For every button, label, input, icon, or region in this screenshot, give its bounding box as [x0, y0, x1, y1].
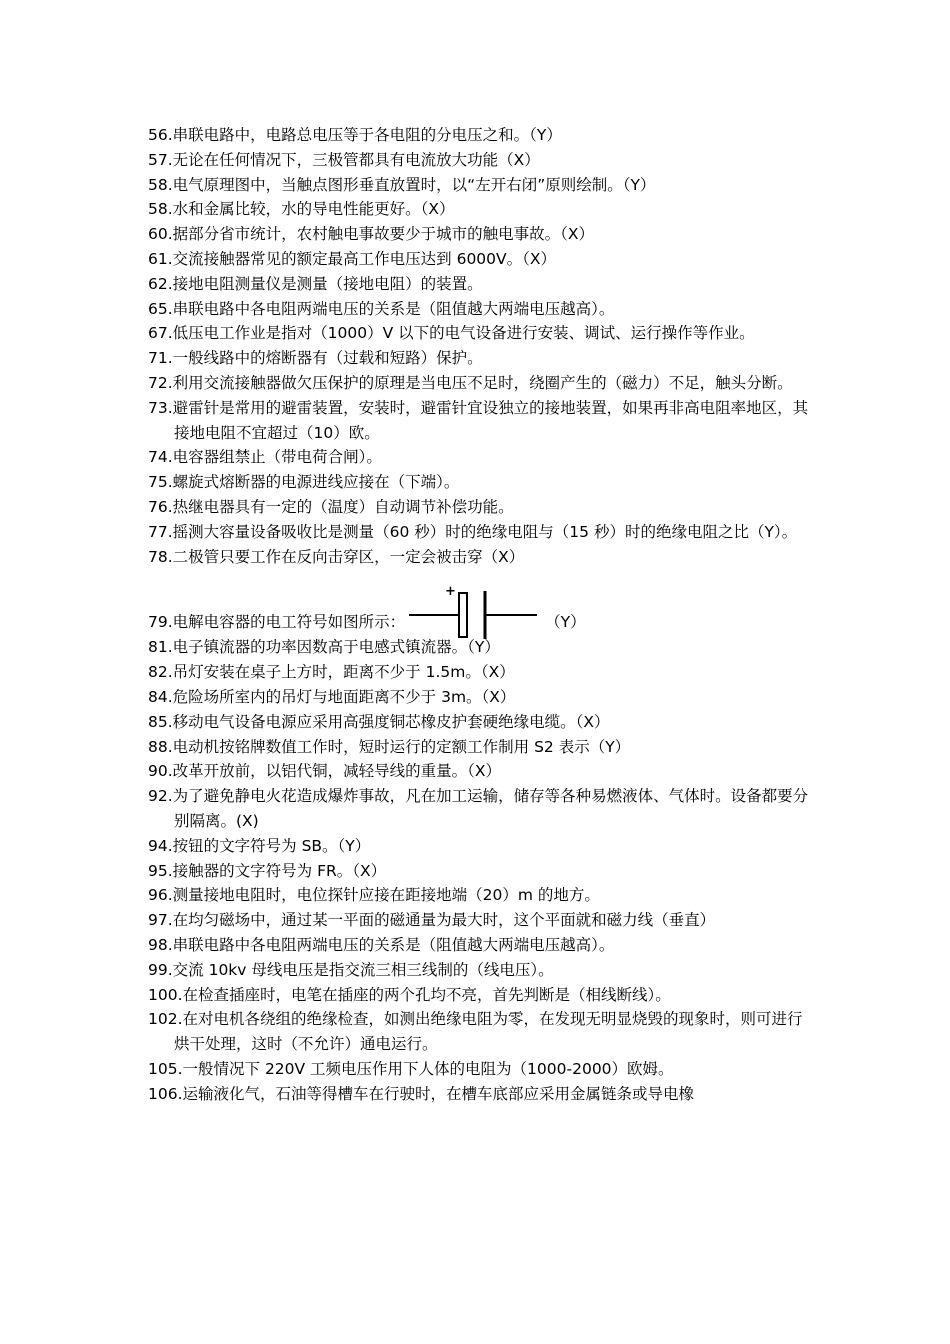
- question-text: 二极管只要工作在反向击穿区，一定会被击穿（X）: [172, 547, 525, 566]
- question-number: 58.: [148, 175, 173, 194]
- question-text: 接触器的文字符号为 FR。（X）: [172, 861, 387, 880]
- question-number: 77.: [148, 522, 173, 541]
- question-text: 测量接地电阻时，电位探针应接在距接地端（20）m 的地方。: [172, 886, 600, 905]
- question-number: 90.: [148, 762, 173, 781]
- question-text: 电气原理图中，当触点图形垂直放置时，以“左开右闭”原则绘制。（Y）: [172, 175, 656, 194]
- question-text: 一般线路中的熔断器有（过载和短路）保护。: [172, 349, 483, 368]
- list-item: [148, 520, 818, 545]
- list-item: [148, 247, 818, 272]
- list-item: [148, 834, 818, 859]
- question-text: 利用交流接触器做欠压保护的原理是当电压不足时，绕圈产生的（磁力）不足，触头分断。: [172, 373, 793, 392]
- list-item: [148, 1057, 818, 1082]
- question-number: 60.: [148, 225, 173, 244]
- question-text: 移动电气设备电源应采用高强度铜芯橡皮护套硬绝缘电缆。（X）: [172, 712, 610, 731]
- question-number: 67.: [148, 324, 173, 343]
- question-text: 交流接触器常见的额定最高工作电压达到 6000V。（X）: [172, 249, 557, 268]
- list-item: [148, 197, 818, 222]
- question-number: 100.: [148, 985, 183, 1004]
- list-item: [148, 272, 818, 297]
- list-item: [148, 908, 818, 933]
- question-text: 接地电阻测量仪是测量（接地电阻）的装置。: [172, 274, 483, 293]
- list-item: [148, 685, 818, 710]
- question-number: 79.: [148, 613, 173, 632]
- list-item: [148, 859, 818, 884]
- question-number: 98.: [148, 935, 173, 954]
- question-text: 一般情况下 220V 工频电压作用下人体的电阻为（1000-2000）欧姆。: [182, 1059, 674, 1078]
- list-item: [148, 470, 818, 495]
- electrolytic-capacitor-symbol-icon: [407, 579, 543, 641]
- list-item: [148, 1007, 818, 1057]
- question-number: 102.: [148, 1010, 183, 1029]
- list-item: [148, 958, 818, 983]
- list-item: [148, 321, 818, 346]
- question-number: 58.: [148, 200, 173, 219]
- list-item: [148, 346, 818, 371]
- list-item: [148, 123, 818, 148]
- question-text: 在对电机各绕组的绝缘检查，如测出绝缘电阻为零，在发现无明显烧毁的现象时，则可进行烘干处理，这时（不允许）通电运行。: [174, 1010, 803, 1054]
- question-text: 危险场所室内的吊灯与地面距离不少于 3m。（X）: [172, 687, 516, 706]
- list-item: [148, 371, 818, 396]
- figure-question-item: [148, 569, 818, 635]
- question-text: 螺旋式熔断器的电源进线应接在（下端）。: [172, 473, 460, 492]
- question-number: 75.: [148, 473, 173, 492]
- question-text: 低压电工作业是指对（1000）V 以下的电气设备进行安装、调试、运行操作等作业。: [172, 324, 755, 343]
- question-number: 71.: [148, 349, 173, 368]
- list-item: [148, 495, 818, 520]
- question-number: 97.: [148, 911, 173, 930]
- list-item: [148, 660, 818, 685]
- question-number: 96.: [148, 886, 173, 905]
- question-text: 串联电路中各电阻两端电压的关系是（阻值越大两端电压越高）。: [172, 299, 615, 318]
- question-text: 电动机按铭牌数值工作时，短时运行的定额工作制用 S2 表示（Y）: [172, 737, 631, 756]
- list-item: [148, 396, 818, 446]
- question-text: 吊灯安装在桌子上方时，距离不少于 1.5m。（X）: [172, 663, 515, 682]
- question-number: 73.: [148, 398, 173, 417]
- question-text: 电解电容器的电工符号如图所示：: [172, 613, 406, 632]
- question-number: 106.: [148, 1084, 183, 1103]
- list-item: [148, 545, 818, 570]
- list-item: [148, 983, 818, 1008]
- question-list: [148, 123, 818, 1106]
- question-number: 85.: [148, 712, 173, 731]
- question-text: 据部分省市统计，农村触电事故要少于城市的触电事故。（X）: [172, 225, 595, 244]
- question-number: 84.: [148, 687, 173, 706]
- question-text: 电子镇流器的功率因数高于电感式镇流器。（Y）: [172, 638, 500, 657]
- question-number: 92.: [148, 787, 173, 806]
- list-item: [148, 933, 818, 958]
- question-number: 95.: [148, 861, 173, 880]
- question-number: 82.: [148, 663, 173, 682]
- question-number: 94.: [148, 836, 173, 855]
- question-number: 74.: [148, 448, 173, 467]
- question-number: 65.: [148, 299, 173, 318]
- question-text: 水和金属比较，水的导电性能更好。（X）: [172, 200, 455, 219]
- question-text: 电容器组禁止（带电荷合闸）。: [172, 448, 382, 467]
- question-number: 105.: [148, 1059, 183, 1078]
- question-text: 串联电路中各电阻两端电压的关系是（阻值越大两端电压越高）。: [172, 935, 615, 954]
- question-number: 57.: [148, 150, 173, 169]
- list-item: [148, 784, 818, 834]
- question-text: 在均匀磁场中，通过某一平面的磁通量为最大时，这个平面就和磁力线（垂直）: [172, 911, 716, 930]
- capacitor-plus-label: +: [445, 584, 457, 600]
- list-item: [148, 710, 818, 735]
- list-item: [148, 883, 818, 908]
- question-number: 99.: [148, 960, 173, 979]
- question-number: 61.: [148, 249, 173, 268]
- question-number: 81.: [148, 638, 173, 657]
- question-number: 56.: [148, 126, 173, 144]
- list-item: [148, 297, 818, 322]
- question-text: 串联电路中，电路总电压等于各电阻的分电压之和。（Y）: [172, 126, 562, 144]
- question-text: 热继电器具有一定的（温度）自动调节补偿功能。: [172, 497, 514, 516]
- list-item: [148, 148, 818, 173]
- question-answer: （Y）: [545, 613, 586, 632]
- question-text: 运输液化气，石油等得槽车在行驶时，在槽车底部应采用金属链条或导电橡: [182, 1084, 695, 1103]
- question-text: 改革开放前，以铝代铜，减轻导线的重量。（X）: [172, 762, 502, 781]
- question-text: 在检查插座时，电笔在插座的两个孔均不亮，首先判断是（相线断线）。: [182, 985, 671, 1004]
- question-number: 88.: [148, 737, 173, 756]
- question-number: 72.: [148, 373, 173, 392]
- list-item: [148, 173, 818, 198]
- question-text: 按钮的文字符号为 SB。（Y）: [172, 836, 371, 855]
- list-item: [148, 1082, 818, 1107]
- question-number: 76.: [148, 497, 173, 516]
- question-text: 摇测大容量设备吸收比是测量（60 秒）时的绝缘电阻与（15 秒）时的绝缘电阻之比（Y）。: [172, 522, 798, 541]
- question-text: 为了避免静电火花造成爆炸事故，凡在加工运输，储存等各种易燃液体、气体时。设备都要分别隔离。(X): [172, 787, 809, 830]
- question-number: 62.: [148, 274, 173, 293]
- question-text: 避雷针是常用的避雷装置，安装时，避雷针宜设独立的接地装置，如果再非高电阻率地区，其接地电阻不宜超过（10）欧。: [172, 398, 809, 442]
- question-text: 无论在任何情况下，三极管都具有电流放大功能（X）: [172, 150, 540, 169]
- list-item: [148, 445, 818, 470]
- list-item: [148, 735, 818, 760]
- question-text: 交流 10kv 母线电压是指交流三相三线制的（线电压）。: [172, 960, 554, 979]
- list-item: [148, 759, 818, 784]
- question-number: 78.: [148, 547, 173, 566]
- list-item: [148, 222, 818, 247]
